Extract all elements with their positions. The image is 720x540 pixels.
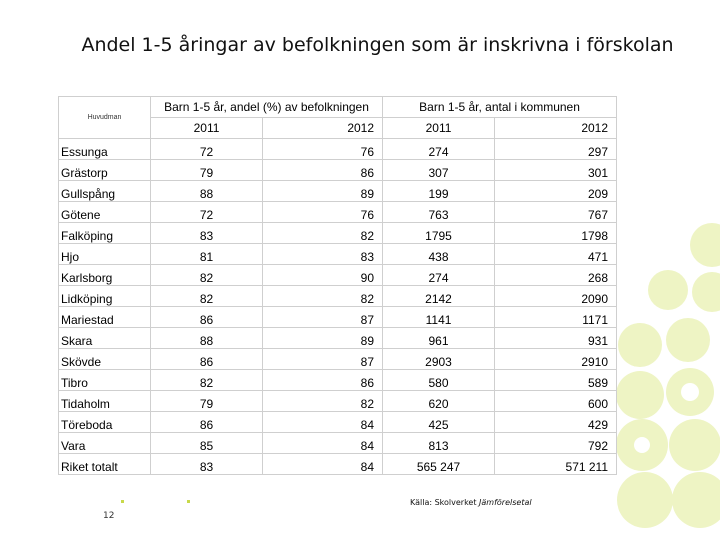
year-header: 2012: [263, 118, 383, 139]
count-2012-cell: 268: [495, 265, 617, 286]
enrollment-table: [58, 96, 617, 475]
source-note: [410, 498, 532, 507]
share-2012-cell: 76: [263, 139, 383, 160]
share-2012-cell: 82: [263, 391, 383, 412]
page-title: Andel 1-5 åringar av befolkningen som är inskrivna i förskolan: [81, 34, 674, 56]
share-2012-cell: 90: [263, 265, 383, 286]
count-2012-cell: 1171: [495, 307, 617, 328]
share-2011-cell: 72: [151, 139, 263, 160]
share-2011-cell: 82: [151, 265, 263, 286]
count-2012-cell: 2090: [495, 286, 617, 307]
share-2011-cell: 79: [151, 391, 263, 412]
source-prefix: Källa: Skolverket: [410, 498, 480, 507]
count-2012-cell: 571 211: [495, 454, 617, 475]
table-row: [59, 391, 617, 412]
share-2011-cell: 86: [151, 307, 263, 328]
bullet-marker: [121, 500, 124, 503]
count-2012-cell: 589: [495, 370, 617, 391]
year-header: 2011: [383, 118, 495, 139]
municipality-cell: Falköping: [59, 223, 151, 244]
municipality-cell: Vara: [59, 433, 151, 454]
header-row-groups: [59, 97, 617, 118]
page-number: 12: [103, 511, 115, 521]
count-2011-cell: 961: [383, 328, 495, 349]
share-2011-cell: 82: [151, 286, 263, 307]
count-2011-cell: 1141: [383, 307, 495, 328]
table-row: [59, 349, 617, 370]
share-2012-cell: 86: [263, 160, 383, 181]
count-2012-cell: 792: [495, 433, 617, 454]
count-2011-cell: 438: [383, 244, 495, 265]
table-row: [59, 202, 617, 223]
share-2011-cell: 81: [151, 244, 263, 265]
share-2011-cell: 86: [151, 412, 263, 433]
municipality-cell: Hjo: [59, 244, 151, 265]
share-2012-cell: 84: [263, 412, 383, 433]
year-header: 2011: [151, 118, 263, 139]
group-header-share: Barn 1-5 år, andel (%) av befolkningen: [151, 97, 383, 118]
municipality-cell: Skara: [59, 328, 151, 349]
count-2011-cell: 307: [383, 160, 495, 181]
count-2012-cell: 301: [495, 160, 617, 181]
count-2011-cell: 199: [383, 181, 495, 202]
count-2012-cell: 471: [495, 244, 617, 265]
count-2012-cell: 767: [495, 202, 617, 223]
municipality-cell: Tibro: [59, 370, 151, 391]
share-2011-cell: 83: [151, 223, 263, 244]
count-2011-cell: 763: [383, 202, 495, 223]
municipality-cell: Gullspång: [59, 181, 151, 202]
count-2012-cell: 297: [495, 139, 617, 160]
count-2011-cell: 2903: [383, 349, 495, 370]
municipality-cell: Lidköping: [59, 286, 151, 307]
table-row: [59, 328, 617, 349]
year-header: 2012: [495, 118, 617, 139]
table-row: [59, 181, 617, 202]
count-2012-cell: 600: [495, 391, 617, 412]
share-2012-cell: 86: [263, 370, 383, 391]
count-2011-cell: 274: [383, 139, 495, 160]
share-2011-cell: 72: [151, 202, 263, 223]
table-row: [59, 265, 617, 286]
table-body: [59, 139, 617, 475]
share-2011-cell: 88: [151, 328, 263, 349]
table-row: [59, 454, 617, 475]
share-2012-cell: 82: [263, 223, 383, 244]
count-2011-cell: 1795: [383, 223, 495, 244]
table-row: [59, 433, 617, 454]
table-row: [59, 412, 617, 433]
share-2012-cell: 89: [263, 328, 383, 349]
share-2012-cell: 89: [263, 181, 383, 202]
share-2012-cell: 84: [263, 433, 383, 454]
municipality-cell: Mariestad: [59, 307, 151, 328]
table-row: [59, 139, 617, 160]
share-2012-cell: 82: [263, 286, 383, 307]
count-2011-cell: 565 247: [383, 454, 495, 475]
table-row: [59, 244, 617, 265]
municipality-cell: Karlsborg: [59, 265, 151, 286]
circle-highlights: [634, 383, 699, 453]
count-2012-cell: 2910: [495, 349, 617, 370]
count-2011-cell: 580: [383, 370, 495, 391]
count-2012-cell: 931: [495, 328, 617, 349]
count-2011-cell: 813: [383, 433, 495, 454]
municipality-cell: Tidaholm: [59, 391, 151, 412]
circle-group: [616, 223, 720, 528]
municipality-cell: Grästorp: [59, 160, 151, 181]
share-2012-cell: 76: [263, 202, 383, 223]
municipality-cell: Skövde: [59, 349, 151, 370]
municipality-cell: Götene: [59, 202, 151, 223]
share-2012-cell: 83: [263, 244, 383, 265]
count-2011-cell: 2142: [383, 286, 495, 307]
share-2011-cell: 88: [151, 181, 263, 202]
share-2012-cell: 84: [263, 454, 383, 475]
municipality-cell: Töreboda: [59, 412, 151, 433]
count-2012-cell: 1798: [495, 223, 617, 244]
count-2011-cell: 274: [383, 265, 495, 286]
count-2011-cell: 620: [383, 391, 495, 412]
count-2012-cell: 429: [495, 412, 617, 433]
group-header-count: Barn 1-5 år, antal i kommunen: [383, 97, 617, 118]
table-row: [59, 307, 617, 328]
table-row: [59, 370, 617, 391]
corner-label: Huvudman: [59, 97, 151, 139]
municipality-cell: Essunga: [59, 139, 151, 160]
share-2011-cell: 85: [151, 433, 263, 454]
table-row: [59, 223, 617, 244]
table-row: [59, 160, 617, 181]
count-2012-cell: 209: [495, 181, 617, 202]
table-row: [59, 286, 617, 307]
share-2011-cell: 79: [151, 160, 263, 181]
source-emphasis: Jämförelsetal: [479, 498, 532, 507]
count-2011-cell: 425: [383, 412, 495, 433]
share-2012-cell: 87: [263, 349, 383, 370]
municipality-cell: Riket totalt: [59, 454, 151, 475]
share-2011-cell: 86: [151, 349, 263, 370]
bullet-marker: [187, 500, 190, 503]
share-2012-cell: 87: [263, 307, 383, 328]
share-2011-cell: 82: [151, 370, 263, 391]
share-2011-cell: 83: [151, 454, 263, 475]
